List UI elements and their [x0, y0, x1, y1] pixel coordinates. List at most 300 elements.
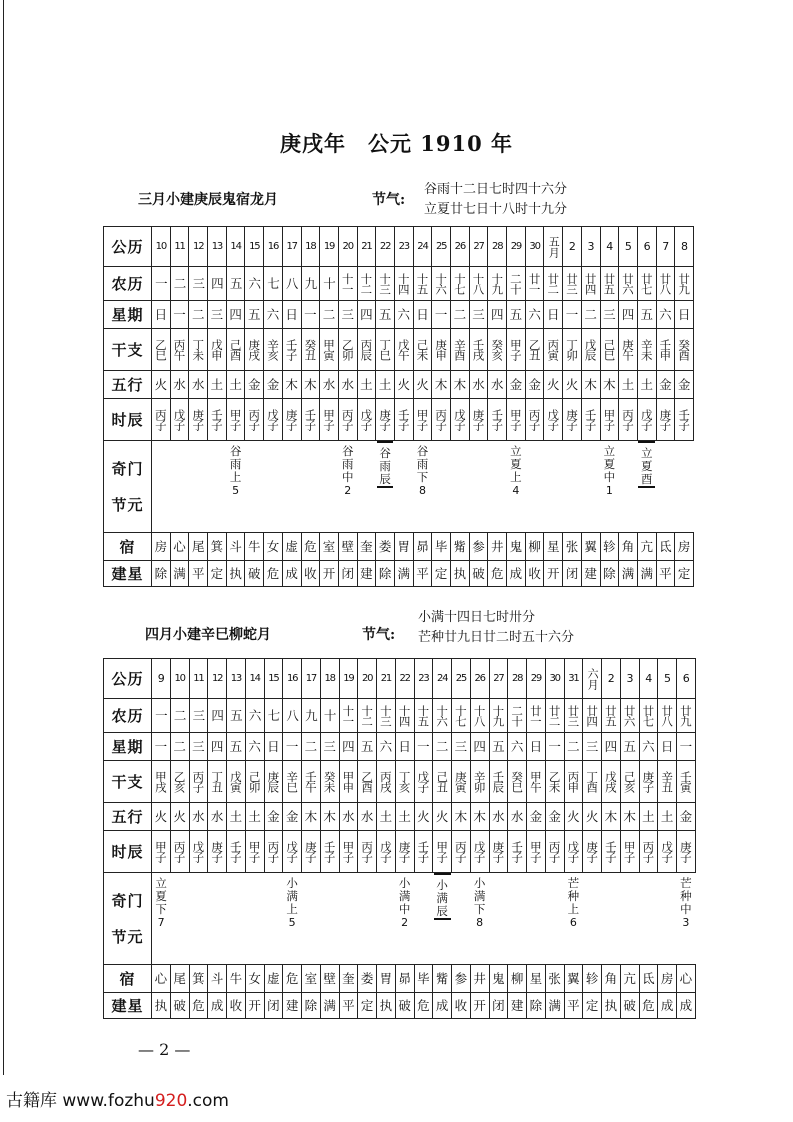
qimen-char: 3: [682, 916, 690, 929]
row-label-xiu: 宿: [104, 965, 152, 993]
ganzhi-cell: [544, 329, 563, 371]
nongli-cell: [639, 699, 658, 733]
xingqi-value: 六: [397, 306, 411, 322]
section2-jieqi-label: 节气:: [362, 627, 396, 643]
xingqi-value: 日: [285, 306, 298, 322]
nongli-value: 廿八: [658, 273, 673, 294]
shichen-value: 壬子: [303, 409, 318, 430]
wuxing-value: 金: [677, 376, 691, 392]
xingqi-value: 三: [210, 306, 224, 322]
jianxing-cell: [208, 993, 227, 1019]
wuxing-cell: [282, 371, 301, 399]
qimen-cell: [339, 873, 358, 965]
shichen-cell: [432, 399, 451, 441]
xiu-value: 室: [322, 538, 336, 554]
xingqi-value: 三: [323, 738, 336, 754]
xingqi-value: 日: [416, 306, 429, 322]
shichen-cell: [488, 399, 507, 441]
nongli-value: 廿一: [527, 273, 542, 294]
ganzhi-value: 辛亥: [265, 339, 280, 360]
shichen-cell: [358, 831, 377, 873]
nongli-value: 十: [323, 707, 336, 723]
nongli-cell: [525, 267, 544, 301]
row-label-ganzhi: 干支: [104, 761, 152, 803]
xiu-cell: [620, 965, 639, 993]
xingqi-value: 一: [417, 738, 430, 754]
xiu-cell: [525, 533, 544, 561]
wuxing-value: 金: [267, 808, 280, 824]
gongli-value: 14: [249, 673, 260, 684]
wuxing-cell: [339, 803, 358, 831]
jianxing-cell: [602, 993, 621, 1019]
qimen-char: 7: [157, 916, 165, 929]
xiu-value: 奎: [342, 970, 355, 986]
wuxing-value: 木: [285, 376, 298, 392]
ganzhi-value: 庚戌: [247, 339, 262, 360]
gongli-cell: [376, 227, 395, 267]
gongli-cell: [583, 659, 602, 699]
wuxing-value: 金: [266, 376, 280, 392]
wuxing-value: 水: [192, 808, 205, 824]
qimen-entry: [413, 441, 432, 497]
gongli-value: 18: [305, 241, 316, 252]
ganzhi-cell: [677, 761, 696, 803]
qimen-cell: [245, 873, 264, 965]
gongli-value: 27: [493, 673, 504, 684]
nongli-value: 八: [286, 707, 298, 723]
wuxing-cell: [264, 803, 283, 831]
jianxing-value: 执: [604, 997, 618, 1013]
xiu-value: 房: [677, 538, 691, 554]
gongli-cell: [452, 659, 471, 699]
ganzhi-cell: [620, 761, 639, 803]
xingqi-cell: [639, 733, 658, 761]
wuxing-value: 金: [509, 376, 523, 392]
gongli-value: 28: [492, 241, 503, 252]
gongli-value: 23: [418, 673, 429, 684]
nongli-cell: [488, 267, 507, 301]
jianxing-value: 成: [660, 997, 674, 1013]
ganzhi-cell: [564, 761, 583, 803]
wuxing-cell: [320, 371, 339, 399]
ganzhi-value: 丁丑: [210, 771, 225, 792]
xiu-value: 尾: [191, 538, 205, 554]
gongli-cell: [563, 227, 582, 267]
xingqi-value: 二: [304, 738, 318, 754]
ganzhi-cell: [581, 329, 600, 371]
shichen-value: 戊子: [265, 409, 280, 430]
xiu-value: 牛: [229, 970, 243, 986]
ganzhi-cell: [264, 329, 283, 371]
nongli-value: 十三: [378, 705, 393, 726]
qimen-entry: [152, 873, 170, 929]
xingqi-cell: [470, 733, 489, 761]
shichen-value: 戊子: [191, 841, 206, 862]
jianxing-cell: [245, 561, 264, 587]
shichen-value: 甲子: [602, 409, 617, 430]
ganzhi-value: 甲申: [341, 771, 356, 792]
gongli-value: 2: [607, 672, 614, 685]
qimen-char: 6: [569, 916, 577, 929]
qimen-cell: [525, 441, 544, 533]
shichen-cell: [170, 831, 189, 873]
xiu-value: 女: [266, 538, 280, 554]
shichen-value: 戊子: [546, 409, 561, 430]
xingqi-value: 一: [679, 738, 693, 754]
nongli-value: 四: [211, 275, 223, 291]
gongli-cell: [301, 227, 320, 267]
nongli-value: 一: [155, 707, 167, 723]
xiu-cell: [545, 965, 564, 993]
nongli-value: 廿四: [585, 705, 600, 726]
ganzhi-value: 壬戌: [471, 339, 486, 360]
nongli-value: 十五: [416, 705, 431, 726]
ganzhi-value: 丁未: [191, 339, 206, 360]
nongli-value: 十二: [359, 273, 374, 294]
wuxing-cell: [395, 803, 414, 831]
gongli-value: 五月: [547, 235, 561, 258]
wuxing-cell: [527, 803, 546, 831]
xiu-cell: [452, 965, 471, 993]
nongli-value: 十五: [415, 273, 430, 294]
gongli-value: 13: [230, 673, 242, 684]
xingqi-cell: [245, 301, 264, 329]
shichen-cell: [189, 399, 208, 441]
gongli-cell: [320, 227, 339, 267]
xingqi-cell: [527, 733, 546, 761]
xiu-value: 角: [604, 970, 618, 986]
jianxing-cell: [152, 993, 171, 1019]
jianxing-value: 平: [191, 565, 205, 581]
ganzhi-cell: [357, 329, 376, 371]
gongli-cell: [451, 227, 470, 267]
gongli-cell: [507, 227, 526, 267]
shichen-cell: [152, 399, 171, 441]
row-jianxing: [104, 993, 696, 1019]
shichen-cell: [395, 831, 414, 873]
gongli-value: 25: [455, 673, 467, 684]
gongli-cell: [564, 659, 583, 699]
ganzhi-cell: [525, 329, 544, 371]
gongli-cell: [433, 659, 452, 699]
qimen-cell: [451, 441, 470, 533]
xingqi-cell: [581, 301, 600, 329]
wuxing-cell: [189, 803, 208, 831]
qimen-char: 辰: [379, 472, 391, 486]
qimen-char: 雨: [229, 457, 242, 471]
ganzhi-value: 己未: [415, 339, 430, 360]
jianxing-cell: [581, 561, 600, 587]
nongli-cell: [527, 699, 546, 733]
gongli-cell: [245, 227, 264, 267]
nongli-cell: [675, 267, 694, 301]
qimen-cell: [227, 873, 246, 965]
gongli-value: 12: [211, 673, 223, 684]
shichen-value: 戊子: [452, 409, 467, 430]
wuxing-value: 水: [341, 376, 354, 392]
wuxing-value: 火: [435, 808, 449, 824]
ganzhi-cell: [338, 329, 357, 371]
xiu-value: 危: [304, 538, 317, 554]
ganzhi-cell: [600, 329, 619, 371]
jianxing-cell: [357, 561, 376, 587]
wuxing-value: 火: [565, 376, 579, 392]
ganzhi-cell: [189, 329, 208, 371]
xingqi-value: 五: [378, 306, 392, 322]
ganzhi-value: 癸酉: [677, 339, 692, 360]
section1-jieqi-line-2: 立夏廿七日十八时十九分: [424, 202, 568, 217]
nongli-cell: [545, 699, 564, 733]
jianxing-value: 开: [322, 565, 336, 581]
nongli-cell: [208, 267, 227, 301]
shichen-value: 甲子: [322, 409, 337, 430]
jianxing-cell: [508, 993, 527, 1019]
xiu-value: 星: [529, 970, 543, 986]
nongli-value: 廿六: [621, 273, 636, 294]
jianxing-value: 满: [548, 997, 561, 1013]
qimen-cell: [302, 873, 321, 965]
wuxing-cell: [469, 371, 488, 399]
jianxing-cell: [245, 993, 264, 1019]
shichen-cell: [620, 831, 639, 873]
section1-jieqi-line-1: 谷雨十二日七时四十六分: [424, 182, 568, 197]
jianxing-cell: [227, 993, 246, 1019]
jianxing-value: 成: [435, 997, 449, 1013]
gongli-value: 24: [417, 241, 428, 252]
ganzhi-value: 壬申: [658, 339, 673, 360]
jianxing-cell: [489, 993, 508, 1019]
gongli-value: 14: [230, 241, 241, 252]
gongli-cell: [245, 659, 264, 699]
xingqi-value: 一: [548, 738, 561, 754]
wuxing-value: 木: [453, 376, 467, 392]
wuxing-cell: [283, 803, 302, 831]
shichen-value: 庚子: [191, 409, 206, 430]
ganzhi-value: 癸亥: [490, 339, 505, 360]
qimen-char: 立: [155, 876, 167, 890]
qimen-char: 中: [398, 902, 411, 916]
ganzhi-cell: [452, 761, 471, 803]
qimen-cell: [583, 873, 602, 965]
shichen-cell: [563, 399, 582, 441]
gongli-cell: [432, 227, 451, 267]
jianxing-cell: [564, 993, 583, 1019]
gongli-value: 29: [510, 241, 522, 252]
ganzhi-cell: [619, 329, 638, 371]
gongli-cell: [282, 227, 301, 267]
xiu-cell: [527, 965, 546, 993]
ganzhi-value: 丙辰: [359, 339, 374, 360]
jianxing-value: 闭: [341, 565, 354, 581]
xingqi-cell: [563, 301, 582, 329]
xiu-value: 胃: [379, 970, 393, 986]
qimen-char: 谷: [341, 444, 354, 458]
nongli-value: 廿三: [566, 705, 581, 726]
jianxing-cell: [377, 993, 396, 1019]
xiu-cell: [245, 965, 264, 993]
ganzhi-cell: [245, 761, 264, 803]
jianxing-cell: [452, 993, 471, 1019]
row-label-gongli: 公历: [104, 227, 152, 267]
row-gongli: [104, 659, 696, 699]
qimen-char: 满: [286, 889, 298, 903]
nongli-value: 十四: [397, 705, 412, 726]
nongli-cell: [302, 699, 321, 733]
page-number: — 2 —: [138, 1040, 191, 1059]
gongli-cell: [545, 659, 564, 699]
wuxing-cell: [226, 371, 245, 399]
jianxing-value: 危: [266, 565, 280, 581]
nongli-value: 十九: [491, 705, 506, 726]
jianxing-cell: [488, 561, 507, 587]
wuxing-cell: [394, 371, 413, 399]
nongli-value: 廿七: [639, 273, 654, 294]
qimen-char: 芒: [567, 876, 580, 890]
qimen-char: 小: [286, 876, 298, 890]
xingqi-cell: [602, 733, 621, 761]
nongli-cell: [658, 699, 677, 733]
gongli-value: 22: [399, 673, 410, 684]
qimen-char: 下: [155, 902, 167, 916]
ganzhi-cell: [432, 329, 451, 371]
xiu-cell: [301, 533, 320, 561]
wuxing-cell: [413, 371, 432, 399]
xingqi-value: 二: [584, 306, 597, 322]
xiu-cell: [581, 533, 600, 561]
jianxing-cell: [451, 561, 470, 587]
xiu-value: 房: [660, 970, 674, 986]
gongli-cell: [602, 659, 621, 699]
xiu-value: 心: [173, 538, 186, 554]
jianxing-value: 破: [248, 565, 261, 581]
row-nongli: [104, 267, 694, 301]
xingqi-value: 日: [677, 306, 691, 322]
jianxing-value: 平: [342, 997, 355, 1013]
xiu-value: 娄: [378, 538, 392, 554]
xingqi-cell: [394, 301, 413, 329]
shichen-value: 庚子: [564, 409, 579, 430]
ganzhi-value: 庚寅: [453, 771, 468, 792]
ganzhi-cell: [470, 761, 489, 803]
ganzhi-cell: [170, 329, 189, 371]
shichen-value: 丙子: [247, 409, 262, 430]
nongli-value: 七: [267, 707, 280, 723]
jianxing-value: 除: [304, 997, 318, 1013]
jianxing-value: 平: [567, 997, 580, 1013]
xiu-cell: [358, 965, 377, 993]
qimen-char: 雨: [379, 459, 391, 473]
xingqi-cell: [152, 301, 171, 329]
wuxing-value: 土: [210, 376, 224, 392]
xingqi-cell: [302, 733, 321, 761]
xingqi-value: 一: [565, 306, 579, 322]
ganzhi-cell: [413, 329, 432, 371]
xingqi-cell: [451, 301, 470, 329]
ganzhi-value: 甲午: [528, 771, 543, 792]
gongli-cell: [357, 227, 376, 267]
qimen-char: 谷: [229, 444, 242, 458]
xingqi-value: 五: [623, 738, 636, 754]
qimen-char: 下: [416, 470, 429, 484]
qimen-char: 夏: [155, 889, 167, 903]
ganzhi-value: 壬子: [284, 339, 299, 360]
xingqi-cell: [152, 733, 171, 761]
gongli-cell: [394, 227, 413, 267]
ganzhi-value: 辛巳: [285, 771, 300, 792]
xingqi-value: 三: [585, 738, 599, 754]
gongli-value: 六月: [586, 667, 600, 690]
gongli-value: 18: [324, 673, 335, 684]
qimen-cell: [152, 873, 171, 965]
wuxing-value: 土: [379, 808, 393, 824]
shichen-cell: [283, 831, 302, 873]
qimen-cell: [395, 873, 414, 965]
jianxing-value: 破: [173, 997, 186, 1013]
footer-highlight: 920: [154, 1091, 188, 1111]
ganzhi-cell: [376, 329, 395, 371]
wuxing-value: 金: [248, 376, 261, 392]
nongli-cell: [677, 699, 696, 733]
qimen-entry: [507, 441, 526, 497]
nongli-cell: [152, 267, 171, 301]
jianxing-value: 成: [679, 997, 693, 1013]
row-jianxing: [104, 561, 694, 587]
xiu-cell: [563, 533, 582, 561]
shichen-value: 丙子: [453, 841, 468, 862]
shichen-value: 丙子: [434, 409, 449, 430]
shichen-cell: [525, 399, 544, 441]
wuxing-cell: [677, 803, 696, 831]
jianxing-value: 执: [379, 997, 393, 1013]
qimen-cell: [152, 441, 171, 533]
shichen-value: 戊子: [639, 409, 654, 430]
shichen-cell: [675, 399, 694, 441]
gongli-cell: [226, 227, 245, 267]
jianxing-cell: [507, 561, 526, 587]
xiu-cell: [675, 533, 694, 561]
gongli-cell: [208, 659, 227, 699]
xingqi-cell: [619, 301, 638, 329]
nongli-value: 廿九: [677, 273, 692, 294]
wuxing-cell: [451, 371, 470, 399]
ganzhi-value: 丙子: [191, 771, 206, 792]
qimen-char: 谷: [379, 446, 391, 460]
xingqi-cell: [488, 301, 507, 329]
qimen-cell: [507, 441, 526, 533]
nongli-value: 十: [323, 275, 335, 291]
shichen-value: 丙子: [153, 409, 168, 430]
qimen-cell: [658, 873, 677, 965]
shichen-cell: [564, 831, 583, 873]
row-wuxing: [104, 371, 694, 399]
shichen-cell: [302, 831, 321, 873]
shichen-value: 丙子: [621, 409, 636, 430]
gongli-value: 16: [286, 673, 298, 684]
qimen-cell: [245, 441, 264, 533]
nongli-value: 廿七: [641, 705, 656, 726]
footer-prefix: 古籍库 www.fozhu: [6, 1091, 155, 1111]
qimen-char: 2: [344, 484, 352, 497]
jianxing-cell: [302, 993, 321, 1019]
jianxing-value: 平: [659, 565, 672, 581]
wuxing-cell: [376, 371, 395, 399]
xiu-value: 翼: [584, 538, 597, 554]
shichen-cell: [489, 831, 508, 873]
jianxing-value: 满: [621, 565, 635, 581]
jianxing-value: 破: [398, 997, 411, 1013]
shichen-cell: [414, 831, 433, 873]
wuxing-value: 水: [360, 808, 374, 824]
